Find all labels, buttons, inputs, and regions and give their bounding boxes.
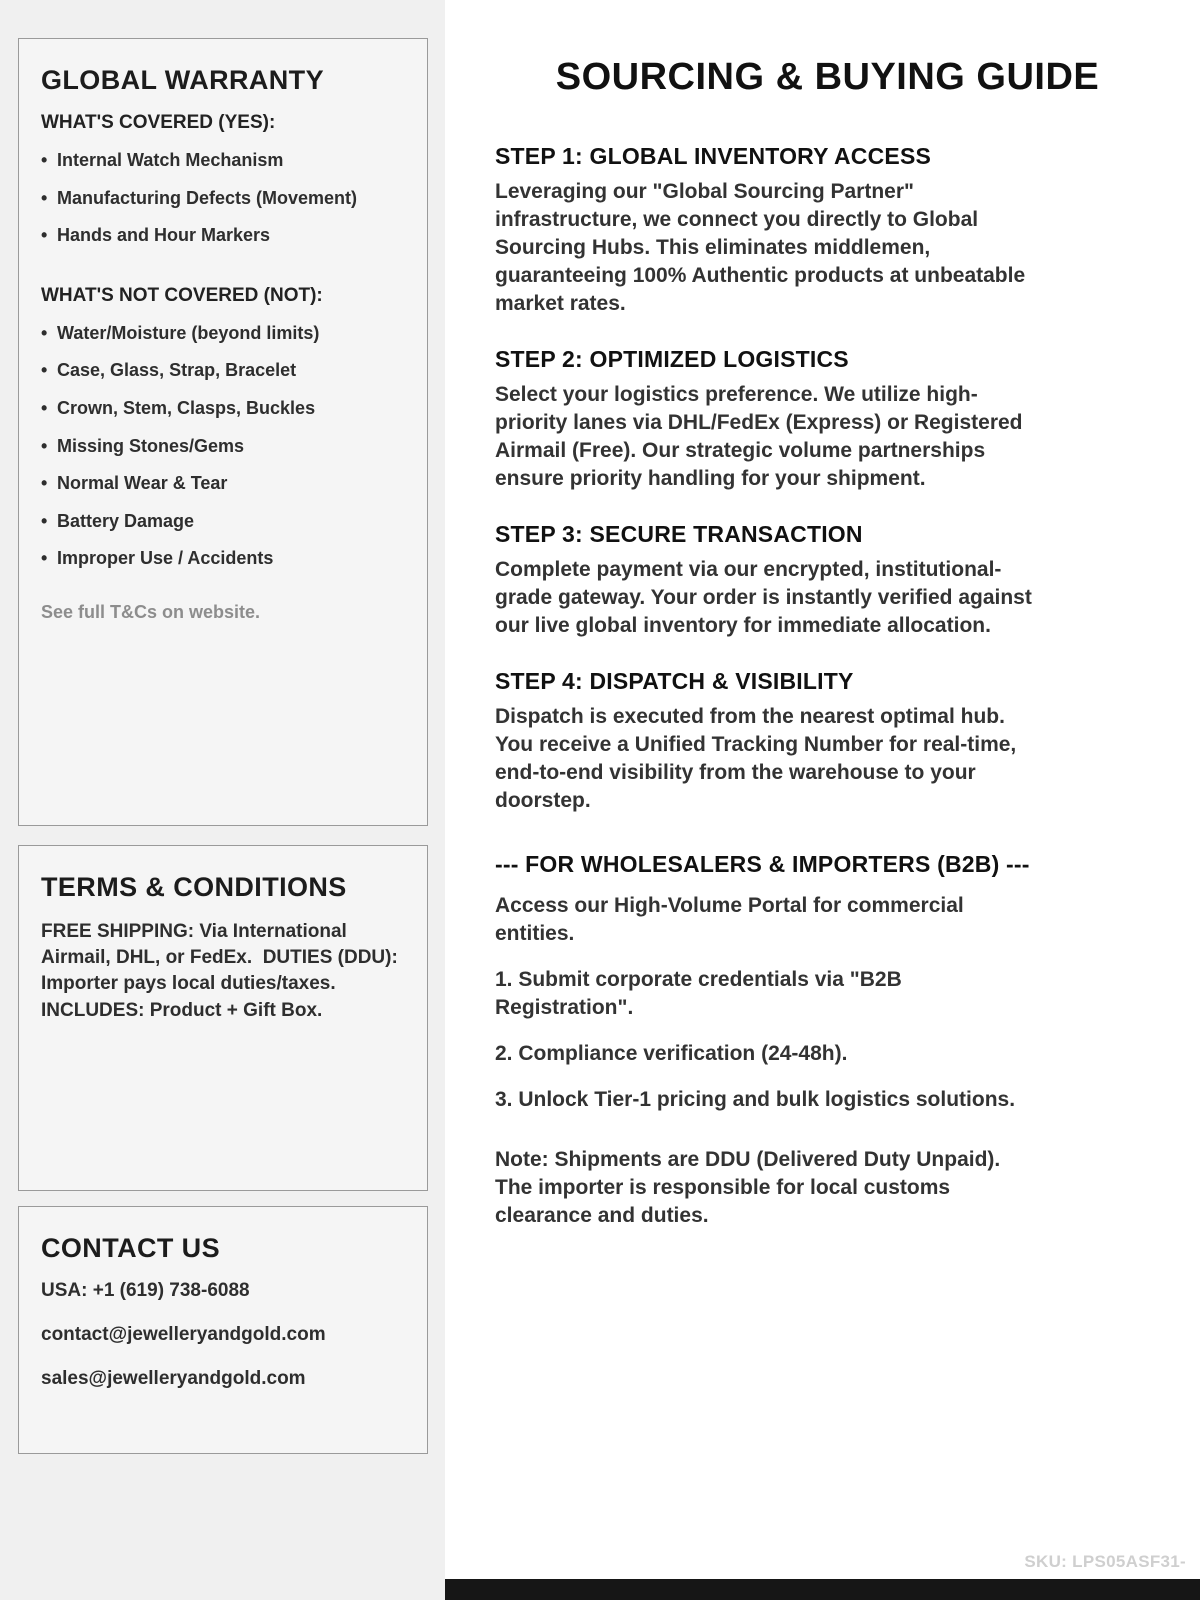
not-covered-item: • Case, Glass, Strap, Bracelet [41,360,403,382]
step-1-body: Leveraging our "Global Sourcing Partner" infrastructure, we connect you directly to Global Sourcing Hubs. This eliminates middlemen, guaranteeing 100% Authentic products at unbeatable market rates. [495,180,1026,315]
covered-item: • Hands and Hour Markers [41,225,403,247]
warranty-title: GLOBAL WARRANTY [41,65,324,95]
covered-item: • Internal Watch Mechanism [41,150,403,172]
sidebar [0,0,445,1600]
not-covered-item: • Normal Wear & Tear [41,473,403,495]
contact-box [18,1206,428,1454]
step-4-body: Dispatch is executed from the nearest optimal hub. You receive a Unified Tracking Number for real-time, end-to-end visibility from the warehouse to your doorstep. [495,705,1017,812]
main-content [445,0,1200,1600]
step-3-body: Complete payment via our encrypted, institutional-grade gateway. Your order is instantly verified against our live global inventory for immediate allocation. [495,558,1032,637]
step-2-heading: STEP 2: OPTIMIZED LOGISTICS [495,346,849,372]
step-2 [495,346,1055,493]
not-covered-item: • Water/Moisture (beyond limits) [41,323,403,345]
warranty-footnote: See full T&Cs on website. [41,601,261,622]
contact-email: contact@jewelleryandgold.com [41,1324,326,1345]
terms-body: FREE SHIPPING: Via International Airmail, DHL, or FedEx. DUTIES (DDU): Importer pays local duties/taxes. INCLUDES: Product + Gift Box. [41,921,404,1021]
covered-list [41,150,403,247]
b2b-section [495,851,1095,1230]
contact-title: CONTACT US [41,1233,220,1263]
not-covered-item: • Improper Use / Accidents [41,548,403,570]
not-covered-list [41,323,403,570]
step-4 [495,668,1055,815]
step-1-heading: STEP 1: GLOBAL INVENTORY ACCESS [495,143,932,169]
covered-item: • Manufacturing Defects (Movement) [41,188,403,210]
contact-phone: USA: +1 (619) 738-6088 [41,1280,250,1301]
b2b-heading: --- FOR WHOLESALERS & IMPORTERS (B2B) --- [495,851,1030,877]
not-covered-item: • Battery Damage [41,511,403,533]
step-2-body: Select your logistics preference. We utilize high-priority lanes via DHL/FedEx (Express) or Registered Airmail (Free). Our strategic volume partnerships ensure priority handling for your shipment. [495,383,1023,490]
step-1 [495,143,1055,318]
step-3-heading: STEP 3: SECURE TRANSACTION [495,521,863,547]
step-3 [495,521,1055,640]
bottom-bar [445,1579,1200,1600]
covered-heading: WHAT'S COVERED (YES): [41,112,276,133]
b2b-step-1: 1. Submit corporate credentials via "B2B Registration". [495,968,902,1019]
contact-email-sales: sales@jewelleryandgold.com [41,1368,306,1389]
warranty-box [18,38,428,826]
b2b-intro: Access our High-Volume Portal for commercial entities. [495,894,964,945]
terms-title: TERMS & CONDITIONS [41,872,347,902]
b2b-note: Note: Shipments are DDU (Delivered Duty Unpaid). The importer is responsible for local customs clearance and duties. [495,1148,1001,1227]
b2b-step-2: 2. Compliance verification (24-48h). [495,1042,848,1065]
sku-label: SKU: LPS05ASF31- [1024,1552,1186,1571]
step-4-heading: STEP 4: DISPATCH & VISIBILITY [495,668,854,694]
b2b-step-3: 3. Unlock Tier-1 pricing and bulk logistics solutions. [495,1088,1016,1111]
not-covered-item: • Crown, Stem, Clasps, Buckles [41,398,403,420]
not-covered-heading: WHAT'S NOT COVERED (NOT): [41,284,323,306]
terms-box [18,845,428,1191]
page-title: SOURCING & BUYING GUIDE [555,56,1100,98]
not-covered-item: • Missing Stones/Gems [41,436,403,458]
